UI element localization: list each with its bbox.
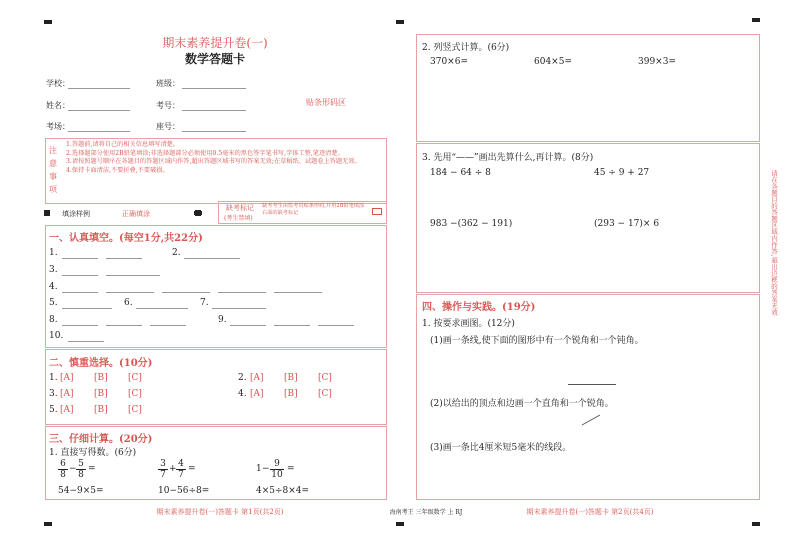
option-c[interactable]: [C] xyxy=(128,389,142,399)
fraction-den: 7 xyxy=(178,470,184,480)
practice-item: (1)画一条线,使下面的图形中有一个锐角和一个钝角。 xyxy=(430,336,644,346)
filled-bubble-icon xyxy=(194,211,202,215)
blank-line[interactable] xyxy=(62,275,98,276)
registration-mark xyxy=(752,522,760,526)
fraction-num: 9 xyxy=(274,459,280,469)
blank-num: 6. xyxy=(124,298,133,308)
calc-item: 604×5= xyxy=(534,57,572,67)
option-b[interactable]: [B] xyxy=(284,389,298,399)
blank-line[interactable] xyxy=(184,258,240,259)
blank-line[interactable] xyxy=(106,325,142,326)
fraction-num: 5 xyxy=(78,459,84,469)
blank-num: 1. xyxy=(49,248,58,258)
section-choice-title: 二、慎重选择。(10分) xyxy=(49,358,153,369)
blank-num: 8. xyxy=(49,315,58,325)
practice-title: 四、操作与实践。(19分) xyxy=(422,302,536,313)
registration-mark xyxy=(44,210,50,216)
section-order-calc xyxy=(416,143,760,293)
fraction-den: 10 xyxy=(271,470,283,480)
seat-number-field[interactable] xyxy=(182,131,246,132)
fraction xyxy=(176,459,186,480)
fraction xyxy=(76,459,86,480)
registration-mark xyxy=(396,522,404,526)
absent-sub: (考生禁填) xyxy=(224,215,253,222)
vertical-calc-title: 2. 列竖式计算。(6分) xyxy=(422,43,510,53)
calc-item: 184 − 64 ÷ 8 xyxy=(430,168,491,178)
blank-line[interactable] xyxy=(212,308,266,309)
calc-item: 54−9×5= xyxy=(58,486,104,496)
equals-sign: = xyxy=(88,464,96,474)
blank-line[interactable] xyxy=(218,292,266,293)
calc-item: (293 − 17)× 6 xyxy=(594,219,660,229)
school-field[interactable] xyxy=(68,88,130,89)
blank-line[interactable] xyxy=(274,325,310,326)
absent-note: 缺考考生由监考员贴条形码,并用2B铅笔填涂右面的缺考标记 xyxy=(262,203,365,216)
notes-label-char: 项 xyxy=(49,185,57,194)
option-b[interactable]: [B] xyxy=(94,405,108,415)
fill-example-correct: 正确填涂 xyxy=(122,210,150,218)
practice-q1: 1. 按要求画图。(12分) xyxy=(422,319,515,329)
exam-number-label: 考号： xyxy=(156,101,180,110)
blank-line[interactable] xyxy=(106,258,142,259)
blank-line[interactable] xyxy=(62,308,112,309)
blank-line[interactable] xyxy=(150,325,186,326)
blank-line[interactable] xyxy=(62,258,98,259)
fraction-num: 3 xyxy=(160,459,166,469)
blank-line[interactable] xyxy=(106,292,154,293)
given-ray xyxy=(580,413,604,427)
whole-number: 1 xyxy=(256,464,262,474)
blank-line[interactable] xyxy=(230,325,266,326)
absent-label: 缺考标记 xyxy=(226,204,254,212)
blank-num: 4. xyxy=(49,282,58,292)
calc-item: 45 ÷ 9 + 27 xyxy=(594,168,650,178)
fraction-num: 6 xyxy=(60,459,66,469)
barcode-area: 贴条形码区 xyxy=(306,98,346,107)
calc-item: 4×5÷8×4= xyxy=(256,486,310,496)
equals-sign: = xyxy=(287,464,295,474)
fill-example-label: 填涂样例 xyxy=(62,210,90,218)
class-field[interactable] xyxy=(182,88,246,89)
page-title: 期末素养提升卷(一) xyxy=(162,36,268,50)
note-item: 1.答题前,请将自己的相关信息填写清楚。 xyxy=(66,141,180,148)
blank-num: 2. xyxy=(172,248,181,258)
calc-item: 10−56÷8= xyxy=(158,486,210,496)
fraction xyxy=(158,459,168,480)
option-a[interactable]: [A] xyxy=(60,389,74,399)
registration-mark xyxy=(44,522,52,526)
option-a[interactable]: [A] xyxy=(60,373,74,383)
option-a[interactable]: [A] xyxy=(60,405,74,415)
middle-footer: 海南考王 三年级数学 上 RJ xyxy=(389,509,463,516)
option-a[interactable]: [A] xyxy=(250,389,264,399)
plus-sign: + xyxy=(169,464,177,474)
option-c[interactable]: [C] xyxy=(128,373,142,383)
option-b[interactable]: [B] xyxy=(94,389,108,399)
note-item: 3.请按照题号顺序在各题目的答题区域内作答,超出答题区域书写的答案无效;在草稿纸、试题卷上答题无效。 xyxy=(66,158,361,166)
blank-line[interactable] xyxy=(68,341,104,342)
class-label: 班级： xyxy=(156,79,180,88)
minus-sign: − xyxy=(69,464,77,474)
absent-bubble[interactable] xyxy=(372,208,382,215)
fraction-den: 8 xyxy=(60,470,66,480)
given-line-segment xyxy=(568,384,616,385)
fraction-den: 7 xyxy=(160,470,166,480)
registration-mark xyxy=(44,20,52,24)
footer-left: 期末素养提升卷(一)答题卡 第1页(共2页) xyxy=(156,508,284,516)
fraction xyxy=(270,459,284,480)
blank-line[interactable] xyxy=(318,325,354,326)
section-fill-blank-title: 一、认真填空。(每空1分,共22分) xyxy=(49,233,203,244)
calc-item: 399×3= xyxy=(638,57,676,67)
blank-line[interactable] xyxy=(136,308,188,309)
equals-sign: = xyxy=(188,464,196,474)
side-note: 请在各题目的答题区域内作答,超出边框的答案无效 xyxy=(770,170,778,316)
exam-room-label: 考场： xyxy=(46,122,70,131)
school-label: 学校： xyxy=(46,79,70,88)
page-subtitle: 数学答题卡 xyxy=(184,52,245,66)
practice-item: (3)画一条比4厘米短5毫米的线段。 xyxy=(430,443,572,453)
blank-num: 3. xyxy=(49,265,58,275)
blank-line[interactable] xyxy=(62,325,98,326)
practice-item: (2)以给出的顶点和边画一个直角和一个锐角。 xyxy=(430,399,614,409)
notes-list xyxy=(66,141,382,175)
blank-num: 10. xyxy=(49,331,64,341)
blank-num: 7. xyxy=(200,298,209,308)
choice-num: 5. xyxy=(49,405,58,415)
blank-num: 5. xyxy=(49,298,58,308)
option-c[interactable]: [C] xyxy=(318,389,332,399)
name-label: 姓名： xyxy=(46,101,70,110)
seat-number-label: 座号： xyxy=(156,122,180,131)
blank-line[interactable] xyxy=(274,292,322,293)
fraction-den: 8 xyxy=(78,470,84,480)
option-b[interactable]: [B] xyxy=(284,373,298,383)
order-calc-title: 3. 先用“——”画出先算什么,再计算。(8分) xyxy=(422,153,594,163)
blank-line[interactable] xyxy=(106,275,160,276)
blank-num: 9. xyxy=(218,315,227,325)
notes-label-char: 意 xyxy=(49,159,57,168)
notes-label xyxy=(49,144,61,196)
option-c[interactable]: [C] xyxy=(128,405,142,415)
blank-line[interactable] xyxy=(162,292,210,293)
fraction xyxy=(58,459,68,480)
calc-q1-title: 1. 直接写得数。(6分) xyxy=(49,448,137,458)
choice-num: 1. xyxy=(49,373,58,383)
note-item: 4.保持卡面清洁,不要折叠,不要破损。 xyxy=(66,166,169,174)
notes-label-char: 注 xyxy=(49,146,57,155)
fraction-num: 4 xyxy=(178,459,184,469)
registration-mark xyxy=(396,20,404,24)
choice-num: 3. xyxy=(49,389,58,399)
footer-right: 期末素养提升卷(一)答题卡 第2页(共4页) xyxy=(526,508,654,516)
note-item: 2.选择题部分使用2B铅笔填涂;非选择题部分必须使用0.5毫米的黑色签字笔书写,字体工整,笔迹清楚。 xyxy=(66,149,344,157)
option-a[interactable]: [A] xyxy=(250,373,264,383)
exam-number-field[interactable] xyxy=(182,110,246,111)
exam-room-field[interactable] xyxy=(68,131,130,132)
registration-mark xyxy=(752,18,760,22)
choice-num: 4. xyxy=(238,389,247,399)
calc-item: 370×6= xyxy=(430,57,468,67)
option-c[interactable]: [C] xyxy=(318,373,332,383)
choice-num: 2. xyxy=(238,373,247,383)
calc-item: 983 −(362 − 191) xyxy=(430,219,513,229)
notes-label-char: 事 xyxy=(49,172,57,181)
section-calc-title: 三、仔细计算。(20分) xyxy=(49,434,153,445)
name-field[interactable] xyxy=(68,110,130,111)
option-b[interactable]: [B] xyxy=(94,373,108,383)
minus-sign: − xyxy=(262,464,270,474)
blank-line[interactable] xyxy=(62,292,98,293)
